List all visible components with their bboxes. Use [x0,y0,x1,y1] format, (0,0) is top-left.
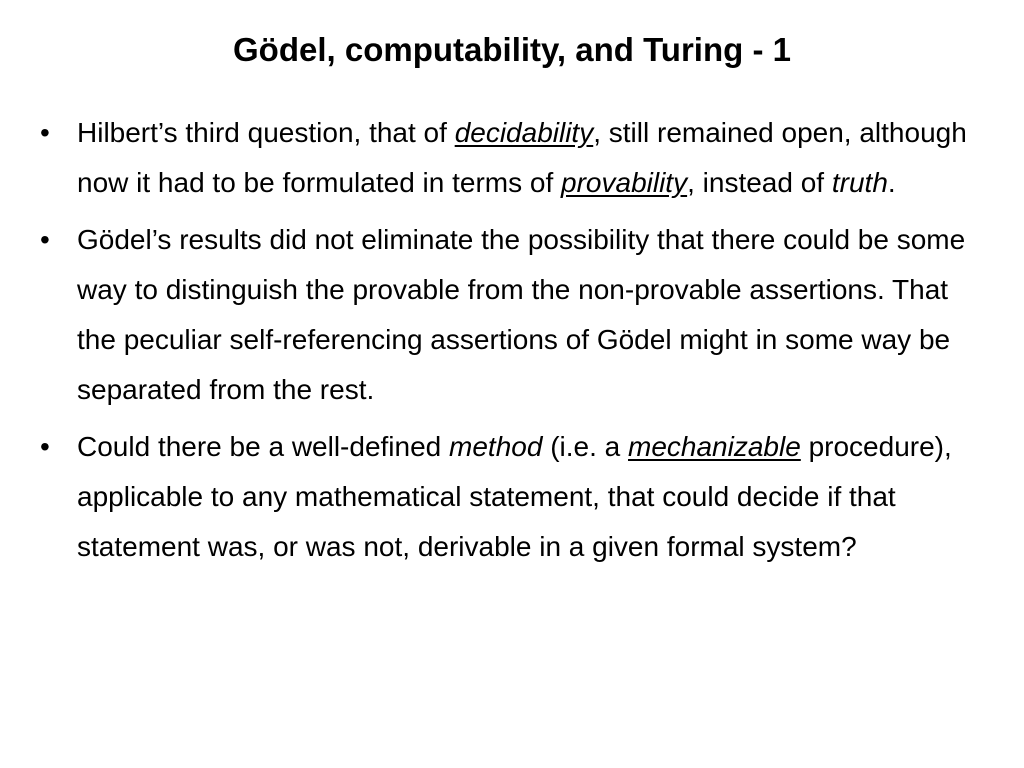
emphasis-mechanizable: mechanizable [628,431,801,462]
bullet-item-godel-results [40,215,990,415]
bullet-text: , instead of [687,167,832,198]
emphasis-method: method [449,431,543,462]
bullet-text: Could there be a well-defined [77,431,450,462]
bullet-item-method [40,422,990,572]
emphasis-provability: provability [561,167,688,198]
slide-title: Gödel, computability, and Turing - 1 [233,31,791,68]
emphasis-decidability: decidability [454,117,594,148]
bullet-text: . [887,167,896,198]
bullet-text: , still remained open, although now it had to be formulated in terms of [77,117,967,198]
bullet-marker: • [40,431,50,462]
bullet-text: Gödel’s results did not eliminate the possibility that there could be some way to distinguish the provable from the non-provable assertions. That the peculiar self-referencing assertions of Gödel might in some way be separated from the rest. [77,224,966,405]
bullet-text: (i.e. a [542,431,629,462]
emphasis-truth: truth [831,167,888,198]
bullet-list [40,108,990,579]
bullet-marker: • [40,224,50,255]
bullet-text: procedure), applicable to any mathematical statement, that could decide if that statement was, or was not, derivable in a given formal system? [77,431,952,562]
bullet-item-decidability [40,108,990,208]
bullet-marker: • [40,117,50,148]
bullet-text: Hilbert’s third question, that of [77,117,455,148]
